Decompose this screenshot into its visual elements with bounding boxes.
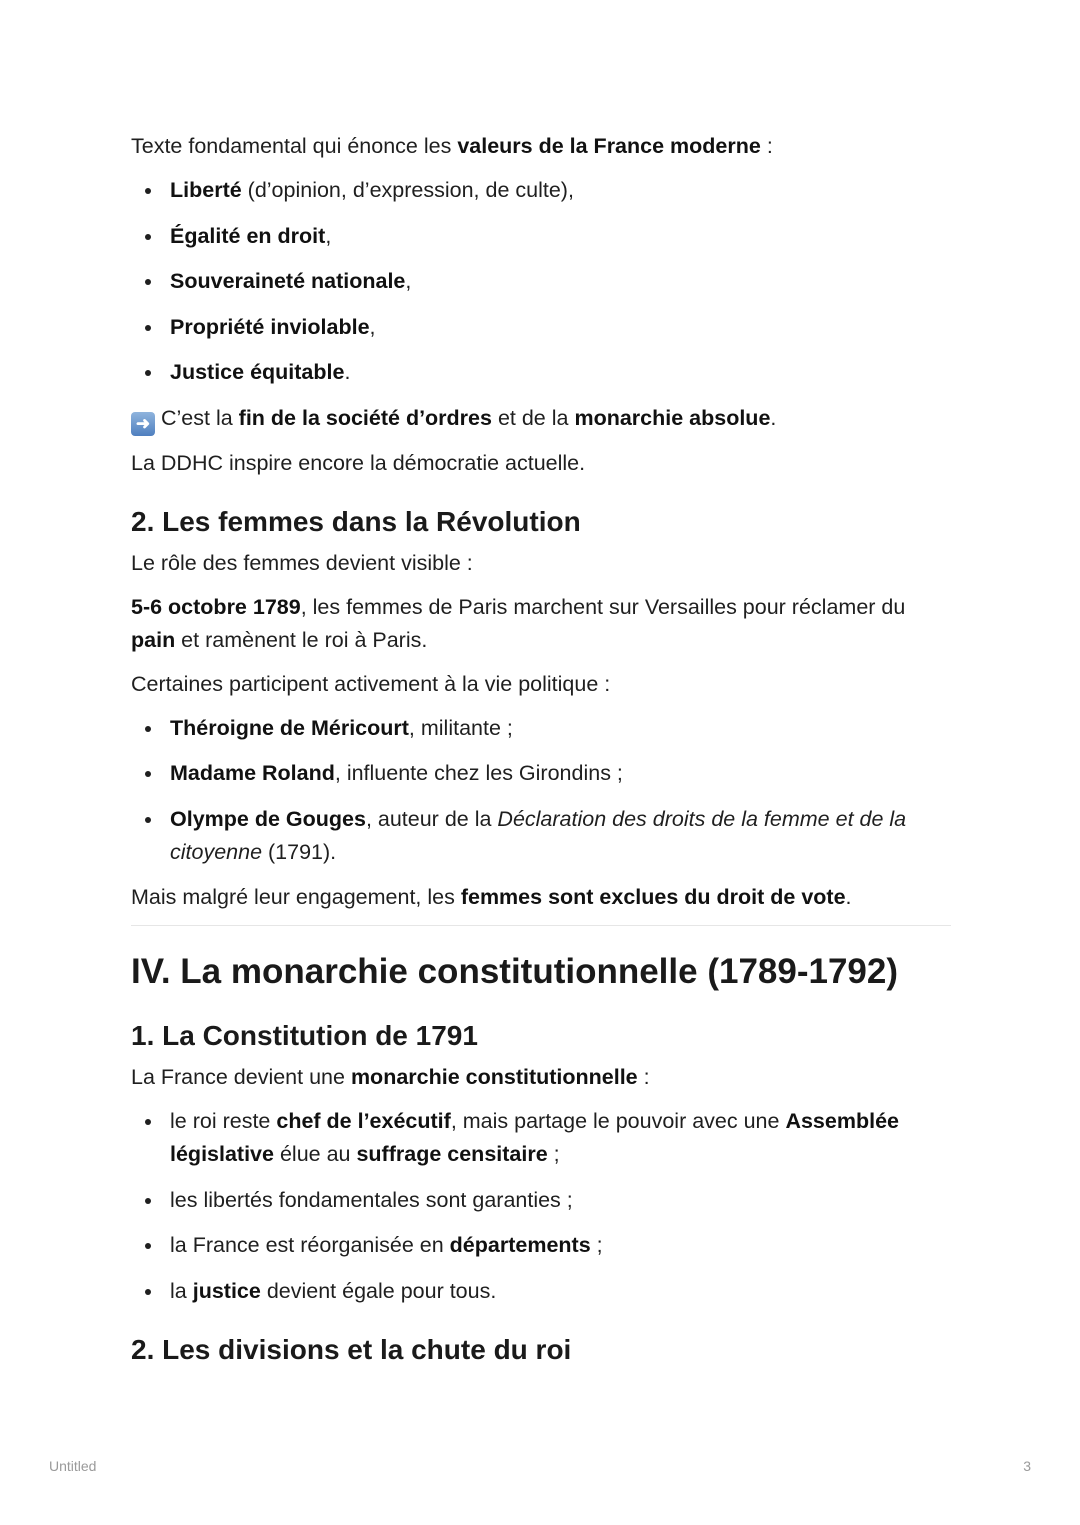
- bold-text: fin de la société d’ordres: [238, 405, 492, 430]
- list-item: [170, 1275, 951, 1308]
- list-item: [170, 803, 951, 869]
- bold-text: Olympe de Gouges: [170, 806, 366, 831]
- bold-text: chef de l’exécutif: [276, 1109, 451, 1133]
- bold-text: départements: [449, 1233, 591, 1257]
- text-span: IV. La monarchie constitutionnelle (1789-1792): [131, 952, 899, 991]
- text-span: Certaines participent activement à la vie politique :: [131, 671, 611, 696]
- italic-text: Déclaration des droits de la femme et de la citoyenne: [170, 806, 907, 864]
- bold-text: Liberté: [170, 178, 242, 202]
- paragraph: [131, 1061, 951, 1094]
- bold-text: Madame Roland: [170, 761, 335, 785]
- bold-text: Assemblée législative: [170, 1109, 899, 1166]
- page-number: 3: [1023, 1458, 1031, 1474]
- bold-text: Souveraineté nationale: [170, 269, 406, 293]
- text-span: Texte fondamental qui énonce les: [131, 134, 458, 158]
- text-span: .: [770, 405, 777, 430]
- bold-text: Justice équitable: [170, 360, 345, 384]
- text-span: le roi reste: [170, 1109, 277, 1133]
- text-span: ;: [590, 1233, 603, 1257]
- list-item: [170, 174, 951, 207]
- subsection-heading: [131, 1018, 951, 1054]
- subsection-heading: [131, 504, 951, 540]
- list-item: [170, 265, 951, 298]
- paragraph: [131, 668, 951, 701]
- text-span: , influente chez les Girondins ;: [334, 761, 623, 785]
- text-span: .: [344, 360, 351, 384]
- paragraph: [131, 130, 951, 163]
- text-span: ,: [325, 223, 332, 248]
- paragraph: [131, 591, 951, 657]
- text-span: ;: [547, 1142, 560, 1166]
- bold-text: 5-6 octobre 1789: [131, 594, 301, 619]
- list-item: [170, 1184, 951, 1217]
- text-span: et ramènent le roi à Paris.: [175, 627, 428, 652]
- text-span: , auteur de la: [365, 806, 498, 831]
- text-span: La DDHC inspire encore la démocratie actuelle.: [131, 450, 586, 475]
- text-span: 1. La Constitution de 1791: [131, 1020, 478, 1051]
- text-span: Le rôle des femmes devient visible :: [131, 550, 473, 575]
- bold-text: justice: [192, 1278, 261, 1303]
- text-span: , militante ;: [408, 715, 513, 740]
- list-item: [170, 757, 951, 790]
- arrow-right-icon: ➜: [131, 412, 155, 436]
- text-span: ,: [405, 269, 412, 293]
- paragraph: [131, 547, 951, 580]
- text-span: (1791).: [262, 839, 337, 864]
- list-item: [170, 311, 951, 344]
- bold-text: suffrage censitaire: [356, 1142, 548, 1166]
- document-body: [131, 130, 951, 1375]
- footer-title: Untitled: [49, 1458, 97, 1474]
- bold-text: valeurs de la France moderne: [457, 134, 761, 158]
- paragraph: [131, 881, 951, 914]
- text-span: la: [170, 1278, 193, 1303]
- bold-text: Théroigne de Méricourt: [170, 715, 409, 740]
- section-divider: [131, 925, 951, 926]
- text-span: , les femmes de Paris marchent sur Versailles pour réclamer du: [300, 594, 906, 619]
- text-span: , mais partage le pouvoir avec une: [450, 1109, 786, 1133]
- text-span: la France est réorganisée en: [170, 1233, 450, 1257]
- text-span: 2. Les divisions et la chute du roi: [131, 1333, 572, 1365]
- paragraph: [131, 402, 951, 436]
- text-span: les libertés fondamentales sont garanties ;: [170, 1187, 573, 1212]
- bullet-list: [131, 712, 951, 869]
- list-item: [170, 712, 951, 745]
- bold-text: monarchie absolue: [574, 405, 771, 430]
- bold-text: Propriété inviolable: [170, 314, 370, 339]
- bold-text: Égalité en droit: [170, 223, 326, 248]
- bold-text: pain: [131, 627, 176, 652]
- text-span: La France devient une: [131, 1065, 351, 1089]
- text-span: et de la: [491, 405, 575, 430]
- text-span: Mais malgré leur engagement, les: [131, 885, 461, 909]
- list-item: [170, 1229, 951, 1262]
- bullet-list: [131, 174, 951, 389]
- text-span: élue au: [273, 1142, 357, 1166]
- text-span: :: [760, 134, 773, 158]
- list-item: [170, 356, 951, 389]
- text-span: :: [637, 1065, 650, 1089]
- subsection-heading: [131, 1332, 951, 1368]
- text-span: .: [845, 885, 852, 909]
- list-item: [170, 1105, 951, 1171]
- text-span: (d’opinion, d’expression, de culte),: [241, 178, 574, 202]
- text-span: devient égale pour tous.: [260, 1278, 497, 1303]
- text-span: C’est la: [161, 405, 239, 430]
- list-item: [170, 220, 951, 253]
- text-span: 2. Les femmes dans la Révolution: [131, 505, 581, 537]
- section-heading: [131, 950, 951, 994]
- text-span: ,: [369, 314, 376, 339]
- paragraph: [131, 447, 951, 480]
- bullet-list: [131, 1105, 951, 1308]
- bold-text: femmes sont exclues du droit de vote: [460, 885, 846, 909]
- bold-text: monarchie constitutionnelle: [350, 1065, 638, 1089]
